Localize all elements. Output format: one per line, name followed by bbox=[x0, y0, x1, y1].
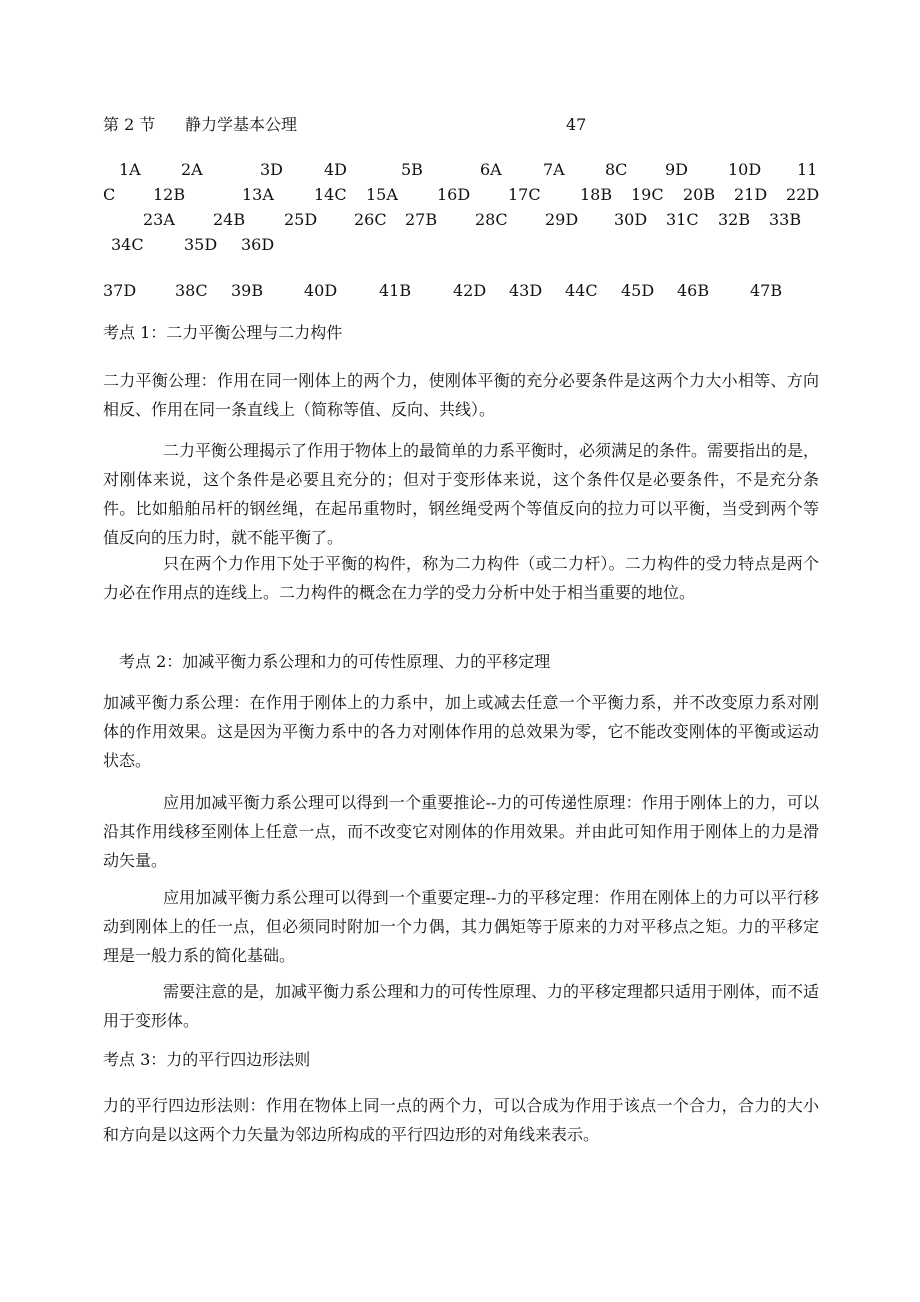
answer-item: 7A bbox=[543, 160, 565, 179]
answer-item: 44C bbox=[565, 281, 598, 300]
answer-item: 21D bbox=[734, 185, 768, 204]
answer-item: 15A bbox=[366, 185, 398, 204]
answer-item: 18B bbox=[580, 185, 613, 204]
answer-item: 5B bbox=[401, 160, 423, 179]
answer-item: 34C bbox=[111, 235, 144, 254]
answer-item: 41B bbox=[379, 281, 412, 300]
answer-item: 19C bbox=[631, 185, 664, 204]
answer-item: 24B bbox=[213, 210, 246, 229]
topic-2-paragraph: 应用加减平衡力系公理可以得到一个重要定理--力的平移定理：作用在刚体上的力可以平行移动到刚体上的任一点，但必须同时附加一个力偶，其力偶矩等于原来的力对平移点之矩。力的平移定理是一般力系的简化基础。 bbox=[103, 888, 819, 965]
answer-item: 45D bbox=[621, 281, 655, 300]
answer-item: 31C bbox=[666, 210, 699, 229]
answer-item: 37D bbox=[103, 281, 137, 300]
answer-item: 23A bbox=[143, 210, 175, 229]
answer-item: 27B bbox=[405, 210, 438, 229]
answer-item: 47B bbox=[750, 281, 783, 300]
section-title: 静力学基本公理 bbox=[185, 115, 298, 134]
answer-item: 39B bbox=[231, 281, 264, 300]
answer-item: 32B bbox=[718, 210, 751, 229]
answer-item: 46B bbox=[677, 281, 710, 300]
answer-item: 14C bbox=[314, 185, 347, 204]
answer-item: 9D bbox=[665, 160, 689, 179]
topic-3-heading: 考点 3：力的平行四边形法则 bbox=[103, 1050, 311, 1069]
answer-item: 3D bbox=[260, 160, 284, 179]
answer-item: 1A bbox=[119, 160, 141, 179]
answer-item: 12B bbox=[153, 185, 186, 204]
topic-1-paragraph: 二力平衡公理揭示了作用于物体上的最简单的力系平衡时，必须满足的条件。需要指出的是，对刚体来说，这个条件是必要且充分的；但对于变形体来说，这个条件仅是必要条件，不是充分条件。比如船舶吊杆的钢丝绳，在起吊重物时，钢丝绳受两个等值反向的拉力可以平衡，当受到两个等值反向的压力时，就不能平衡了。 bbox=[103, 441, 820, 547]
answer-item: 20B bbox=[683, 185, 716, 204]
topic-1-heading: 考点 1：二力平衡公理与二力构件 bbox=[103, 323, 343, 342]
answer-item: 22D bbox=[786, 185, 820, 204]
answer-item: 2A bbox=[181, 160, 203, 179]
answer-item: 16D bbox=[437, 185, 471, 204]
topic-2-heading: 考点 2：加减平衡力系公理和力的可传性原理、力的平移定理 bbox=[119, 652, 551, 671]
question-count: 47 bbox=[566, 115, 587, 134]
answer-item: 36D bbox=[241, 235, 275, 254]
answer-item: 43D bbox=[509, 281, 543, 300]
answer-item: 4D bbox=[324, 160, 348, 179]
answer-item: C bbox=[103, 185, 116, 204]
answer-item: 10D bbox=[728, 160, 762, 179]
topic-2-paragraph: 需要注意的是，加减平衡力系公理和力的可传性原理、力的平移定理都只适用于刚体，而不适用于变形体。 bbox=[103, 982, 820, 1030]
answer-item: 40D bbox=[304, 281, 338, 300]
answer-item: 25D bbox=[284, 210, 318, 229]
answer-item: 35D bbox=[184, 235, 218, 254]
topic-1-paragraph: 只在两个力作用下处于平衡的构件，称为二力构件（或二力杆）。二力构件的受力特点是两个力必在作用点的连线上。二力构件的概念在力学的受力分析中处于相当重要的地位。 bbox=[103, 554, 819, 602]
answer-item: 11 bbox=[797, 160, 818, 179]
answer-item: 28C bbox=[475, 210, 508, 229]
answer-item: 26C bbox=[354, 210, 387, 229]
answer-item: 8C bbox=[605, 160, 628, 179]
topic-2-paragraph: 应用加减平衡力系公理可以得到一个重要推论--力的可传递性原理：作用于刚体上的力，可以沿其作用线移至刚体上任意一点，而不改变它对刚体的作用效果。并由此可知作用于刚体上的力是滑动矢量。 bbox=[103, 793, 819, 870]
answer-item: 30D bbox=[614, 210, 648, 229]
topic-3-paragraph: 力的平行四边形法则：作用在物体上同一点的两个力，可以合成为作用于该点一个合力，合力的大小和方向是以这两个力矢量为邻边所构成的平行四边形的对角线来表示。 bbox=[103, 1096, 819, 1144]
answer-item: 38C bbox=[175, 281, 208, 300]
answer-item: 13A bbox=[242, 185, 274, 204]
answer-item: 42D bbox=[453, 281, 487, 300]
answer-item: 29D bbox=[545, 210, 579, 229]
topic-2-paragraph: 加减平衡力系公理：在作用于刚体上的力系中，加上或减去任意一个平衡力系，并不改变原力系对刚体的作用效果。这是因为平衡力系中的各力对刚体作用的总效果为零，它不能改变刚体的平衡或运动状态。 bbox=[103, 693, 819, 770]
section-label: 第 2 节 bbox=[103, 115, 156, 134]
answer-item: 17C bbox=[508, 185, 541, 204]
answer-item: 6A bbox=[480, 160, 502, 179]
topic-1-paragraph: 二力平衡公理：作用在同一刚体上的两个力，使刚体平衡的充分必要条件是这两个力大小相等、方向相反、作用在同一条直线上（简称等值、反向、共线）。 bbox=[103, 371, 819, 419]
answer-item: 33B bbox=[769, 210, 802, 229]
